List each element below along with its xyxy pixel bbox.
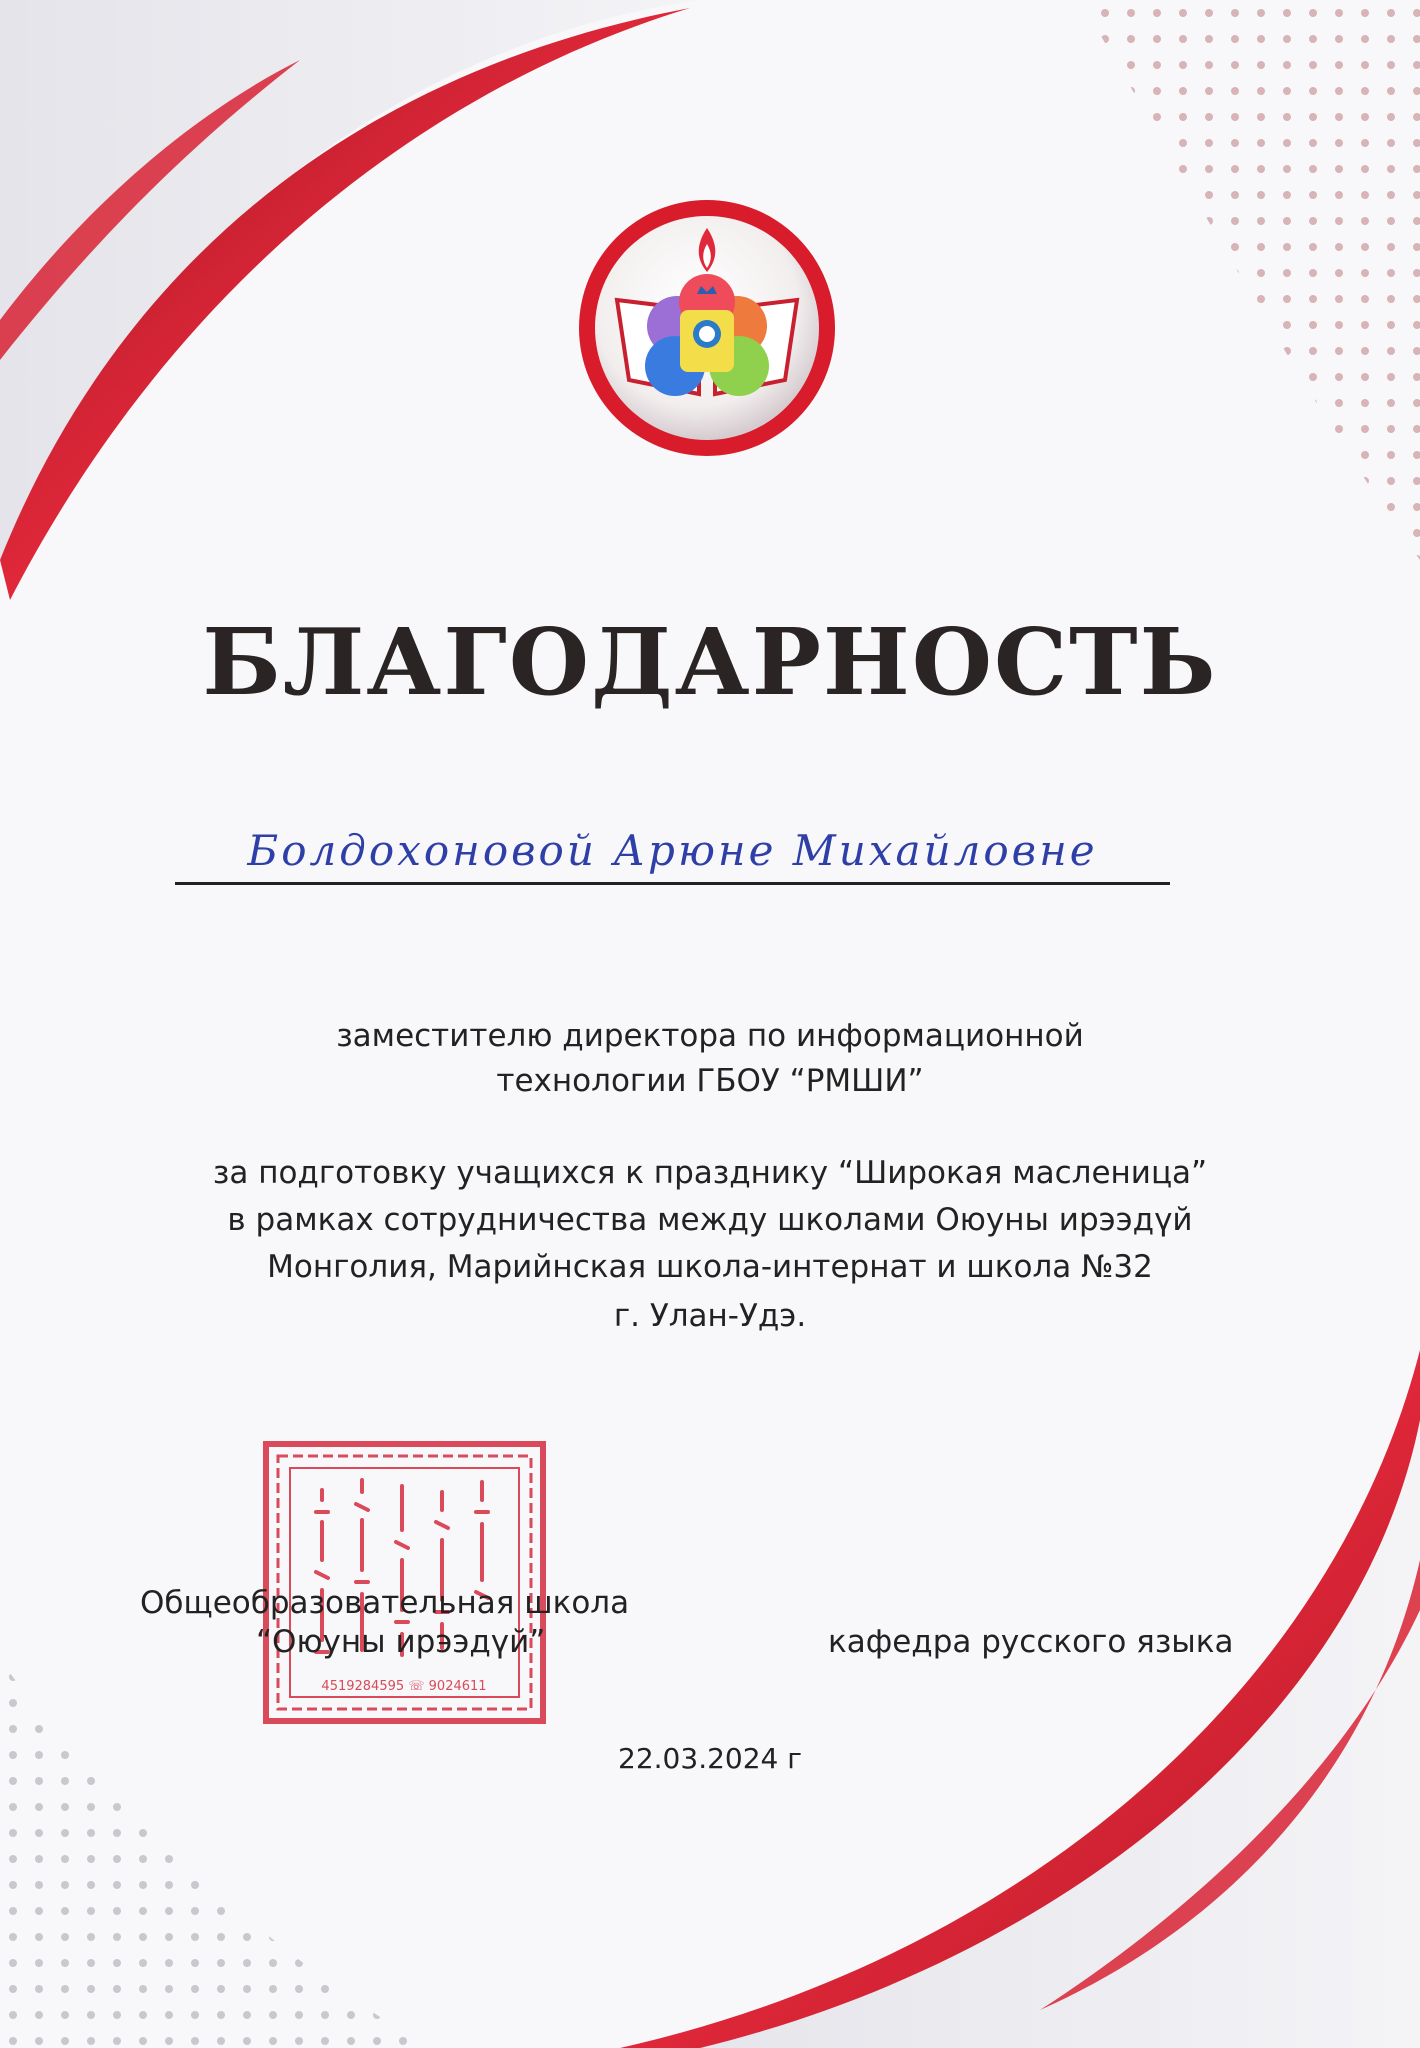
position-line-1: заместителю директора по информационной — [336, 1018, 1084, 1054]
recipient-name: Болдохоновой Арюне Михайловне — [175, 820, 1170, 885]
top-right-dots — [1080, 0, 1420, 560]
stamp-number: 4519284595 ☏ 9024611 — [321, 1679, 487, 1694]
issue-date: 22.03.2024 г — [618, 1742, 802, 1775]
reason-line-1: за подготовку учащихся к празднику “Широкая масленица” — [212, 1155, 1208, 1191]
position-line-2: технологии ГБОУ “РМШИ” — [496, 1063, 924, 1099]
certificate-title: БЛАГОДАРНОСТЬ — [202, 608, 1218, 716]
reason-line-2: в рамках сотрудничества между школами Оюуны ирээдүй — [227, 1202, 1193, 1238]
reason-line-4: г. Улан-Удэ. — [613, 1298, 807, 1334]
school-emblem-icon — [577, 198, 837, 458]
school-stamp-icon — [262, 1440, 547, 1725]
bottom-right-grey-swoosh — [640, 1360, 1420, 2048]
reason-line-3: Монголия, Марийнская школа-интернат и школа №32 — [267, 1249, 1153, 1285]
department-label: кафедра русского языка — [828, 1624, 1234, 1660]
issuer-line-1: Общеобразовательная школа — [140, 1585, 630, 1621]
issuer-line-2: “Оюуны ирээдүй” — [256, 1624, 546, 1660]
